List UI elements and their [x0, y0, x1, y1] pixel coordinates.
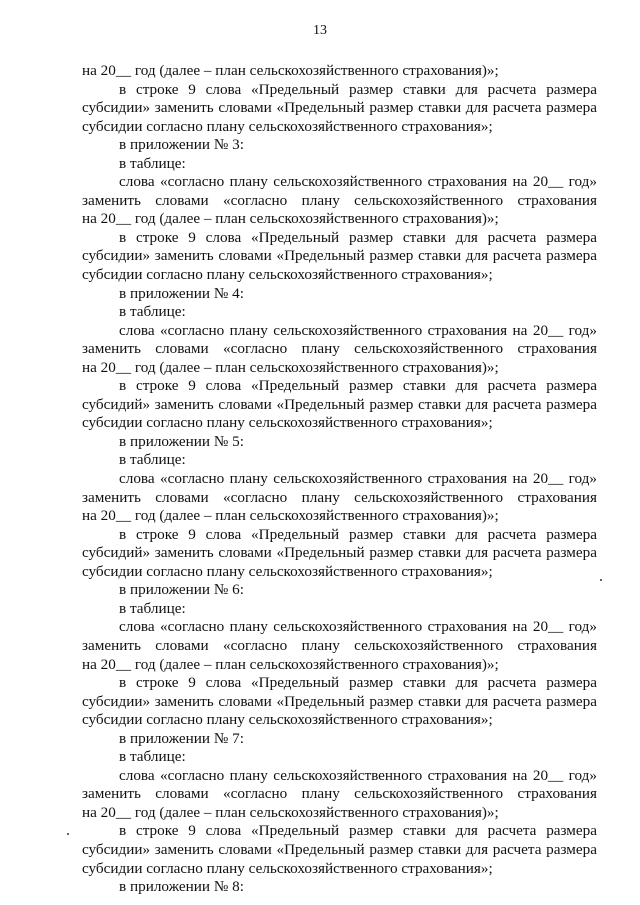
text-line: субсидий» заменить словами «Предельный размер ставки для расчета размера	[82, 395, 597, 413]
text-line: субсидии» заменить словами «Предельный размер ставки для расчета размера	[82, 692, 597, 710]
text-line: в приложении № 4:	[119, 284, 244, 302]
text-line: субсидии согласно плану сельскохозяйственного страхования»;	[82, 711, 493, 729]
text-line: слова «согласно плану сельскохозяйственного страхования на 20__ год»	[119, 173, 597, 191]
text-line: заменить словами «согласно плану сельскохозяйственного страхования	[82, 636, 597, 654]
text-line: в строке 9 слова «Предельный размер ставки для расчета размера	[119, 377, 597, 395]
text-line: на 20__ год (далее – план сельскохозяйственного страхования)»;	[82, 358, 499, 376]
text-line: в таблице:	[119, 154, 186, 172]
text-line: на 20__ год (далее – план сельскохозяйственного страхования)»;	[82, 803, 499, 821]
text-line: субсидии» заменить словами «Предельный размер ставки для расчета размера	[82, 247, 597, 265]
text-line: в строке 9 слова «Предельный размер ставки для расчета размера	[119, 525, 597, 543]
text-line: в строке 9 слова «Предельный размер ставки для расчета размера	[119, 822, 597, 840]
text-line: в приложении № 8:	[119, 878, 244, 896]
text-line: заменить словами «согласно плану сельскохозяйственного страхования	[82, 785, 597, 803]
text-line: в приложении № 3:	[119, 136, 244, 154]
text-line: на 20__ год (далее – план сельскохозяйственного страхования)»;	[82, 507, 499, 525]
text-line: в таблице:	[119, 748, 186, 766]
text-line: слова «согласно плану сельскохозяйственного страхования на 20__ год»	[119, 618, 597, 636]
text-line: заменить словами «согласно плану сельскохозяйственного страхования	[82, 340, 597, 358]
text-line: на 20__ год (далее – план сельскохозяйственного страхования)»;	[82, 62, 499, 79]
text-line: в строке 9 слова «Предельный размер ставки для расчета размера	[119, 80, 597, 98]
scan-speck	[600, 579, 602, 581]
text-line: слова «согласно плану сельскохозяйственного страхования на 20__ год»	[119, 470, 597, 488]
text-line: субсидии согласно плану сельскохозяйственного страхования»;	[82, 562, 493, 580]
text-line: в таблице:	[119, 303, 186, 321]
text-line: субсидии» заменить словами «Предельный размер ставки для расчета размера	[82, 840, 597, 858]
page-number: 13	[313, 23, 327, 38]
text-line: в приложении № 7:	[119, 729, 244, 747]
text-line: субсидии» заменить словами «Предельный размер ставки для расчета размера	[82, 99, 597, 117]
text-line: на 20__ год (далее – план сельскохозяйственного страхования)»;	[82, 655, 499, 673]
text-line: субсидии согласно плану сельскохозяйственного страхования»;	[82, 859, 493, 877]
text-line: субсидии согласно плану сельскохозяйственного страхования»;	[82, 117, 493, 135]
text-line: в строке 9 слова «Предельный размер ставки для расчета размера	[119, 674, 597, 692]
text-line: субсидии согласно плану сельскохозяйственного страхования»;	[82, 414, 493, 432]
text-line: в строке 9 слова «Предельный размер ставки для расчета размера	[119, 228, 597, 246]
text-line: в таблице:	[119, 599, 186, 617]
text-line: в приложении № 6:	[119, 581, 244, 599]
text-line: на 20__ год (далее – план сельскохозяйственного страхования)»;	[82, 210, 499, 228]
document-body	[82, 62, 597, 897]
text-line: заменить словами «согласно плану сельскохозяйственного страхования	[82, 488, 597, 506]
scan-speck	[67, 833, 69, 835]
text-line: заменить словами «согласно плану сельскохозяйственного страхования	[82, 191, 597, 209]
text-line: в приложении № 5:	[119, 432, 244, 450]
text-line: слова «согласно плану сельскохозяйственного страхования на 20__ год»	[119, 766, 597, 784]
text-line: субсидии согласно плану сельскохозяйственного страхования»;	[82, 266, 493, 284]
text-line: слова «согласно плану сельскохозяйственного страхования на 20__ год»	[119, 321, 597, 339]
text-line: в таблице:	[119, 451, 186, 469]
text-line: субсидий» заменить словами «Предельный размер ставки для расчета размера	[82, 544, 597, 562]
